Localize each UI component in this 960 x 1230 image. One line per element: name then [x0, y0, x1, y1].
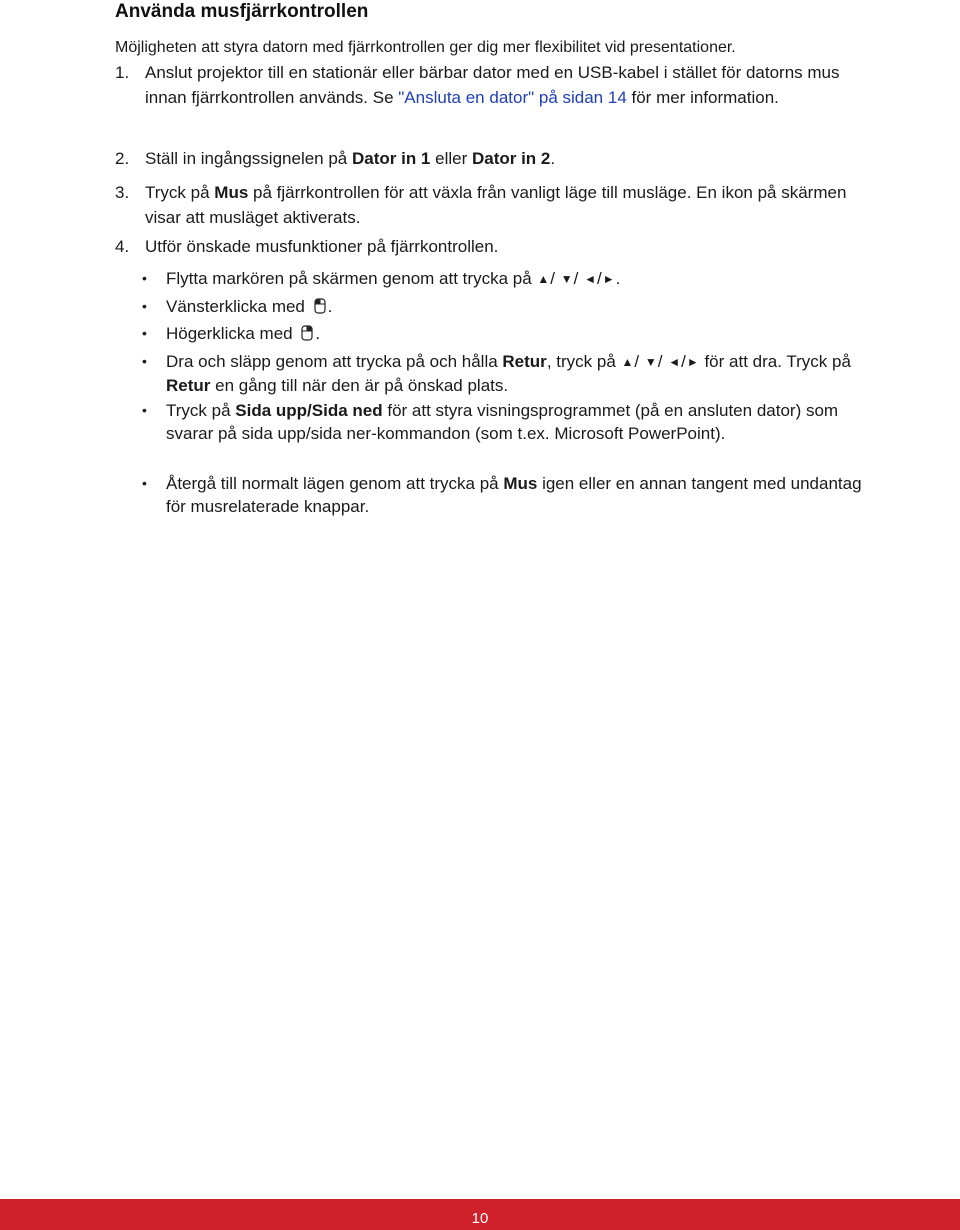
bullet-marker: •	[142, 475, 147, 491]
arrow-up-icon: ▲	[621, 355, 634, 369]
intro-paragraph: Möjligheten att styra datorn med fjärrkontrollen ger dig mer flexibilitet vid presentationer.	[115, 39, 736, 56]
page-number: 10	[471, 1210, 489, 1227]
arrow-right-icon: ►	[686, 355, 699, 369]
step-1	[115, 60, 855, 110]
bullet-marker: •	[142, 270, 147, 286]
step-3	[115, 180, 855, 230]
bullet-marker: •	[142, 353, 147, 369]
arrow-right-icon: ►	[602, 272, 615, 286]
arrow-down-icon: ▼	[560, 272, 573, 286]
arrow-left-icon: ◄	[668, 355, 681, 369]
arrow-up-icon: ▲	[537, 272, 550, 286]
step-text: Tryck på Mus på fjärrkontrollen för att växla från vanligt läge till musläge. En ikon på skärmen visar att musläget aktiverats.	[145, 183, 847, 227]
bullet-page-up-down: • Tryck på Sida upp/Sida ned för att styra visningsprogrammet (på en ansluten dator) som svarar på sida upp/sida ner-kommandon (som t.ex. Microsoft PowerPoint).	[142, 401, 839, 443]
cross-reference-link[interactable]: "Ansluta en dator" på sidan 14	[398, 88, 627, 107]
step-number: 4.	[115, 237, 130, 256]
section-heading: Använda musfjärrkontrollen	[115, 1, 369, 22]
arrow-left-icon: ◄	[584, 272, 596, 286]
mouse-right-button-icon	[301, 324, 313, 347]
bullet-marker: •	[142, 325, 147, 341]
step-2	[115, 146, 855, 171]
step-text: Utför önskade musfunktioner på fjärrkontrollen.	[145, 237, 499, 256]
step-number: 3.	[115, 183, 130, 202]
step-4	[115, 234, 855, 259]
footer-bar	[0, 1199, 960, 1230]
bullet-marker: •	[142, 298, 147, 314]
bullet-right-click: • Högerklicka med .	[142, 322, 862, 347]
bullet-marker: •	[142, 402, 147, 418]
step-text: Ställ in ingångssignelen på Dator in 1 eller Dator in 2.	[145, 149, 556, 168]
bullet-drag-drop: • Dra och släpp genom att trycka på och hålla Retur, tryck på ▲/ ▼/ ◄/► för att dra. Tryck på Retur en gång till när den är på önskad plats.	[142, 352, 851, 395]
step-number: 2.	[115, 149, 130, 168]
bullet-left-click: • Vänsterklicka med .	[142, 295, 862, 320]
step-number: 1.	[115, 63, 130, 82]
bullet-restore-normal: • Återgå till normalt lägen genom att trycka på Mus igen eller en annan tangent med undantag för musrelaterade knappar.	[142, 474, 862, 516]
mouse-left-button-icon	[314, 297, 326, 320]
bullet-move-cursor: • Flytta markören på skärmen genom att trycka på ▲/ ▼/ ◄/►.	[142, 267, 862, 291]
arrow-down-icon: ▼	[644, 355, 657, 369]
step-text: Anslut projektor till en stationär eller bärbar dator med en USB-kabel i stället för datorns mus innan fjärrkontrollen används. Se "Ansluta en dator" på sidan 14 för mer information.	[145, 63, 840, 107]
